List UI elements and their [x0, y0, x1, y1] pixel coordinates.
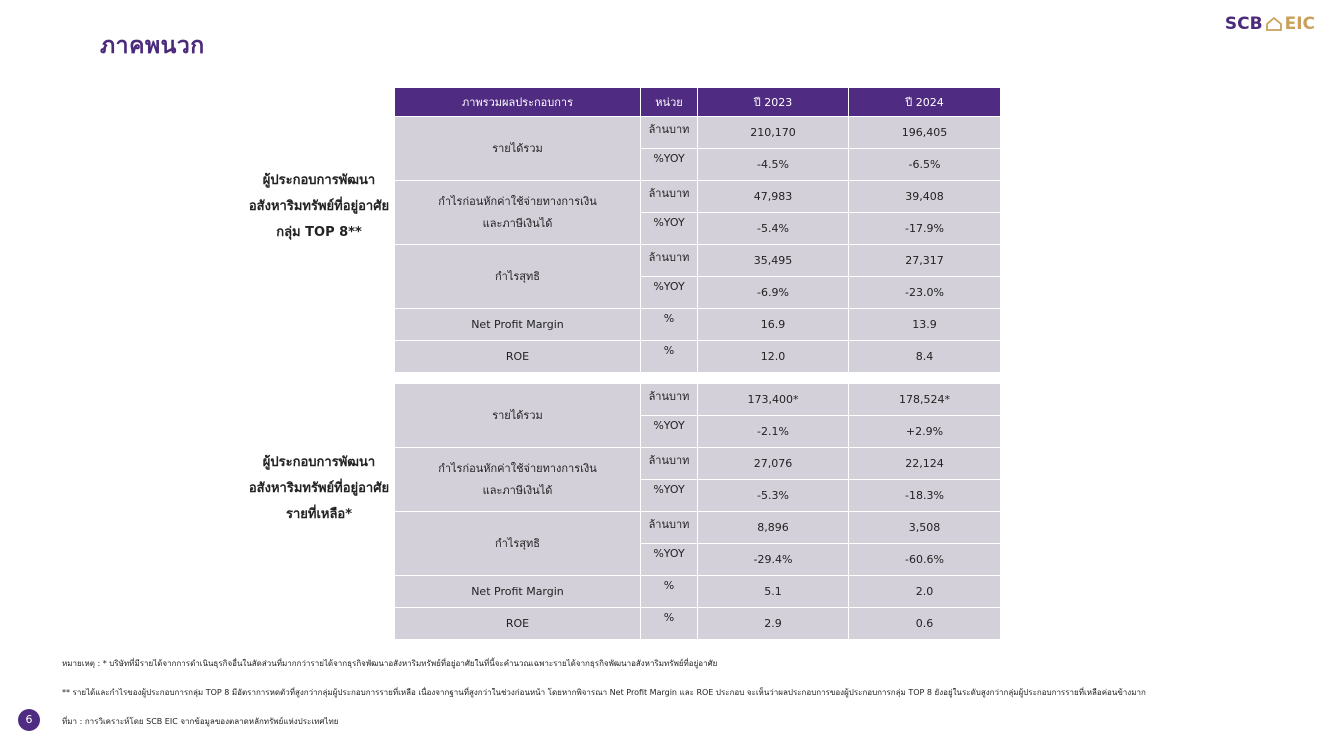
value-cell: -60.6%: [849, 544, 1001, 576]
value-cell: 3,508: [849, 512, 1001, 544]
table-row: [395, 576, 1001, 608]
value-cell: 27,076: [698, 448, 849, 480]
metric-ebit-line1: กำไรก่อนหักค่าใช้จ่ายทางการเงิน: [438, 194, 597, 208]
metric-ebit: [395, 448, 641, 512]
house-icon: [1265, 16, 1283, 32]
value-cell: 35,495: [698, 245, 849, 277]
table-header-row: [395, 88, 1001, 117]
metric-ebit: [395, 181, 641, 245]
table-row: [395, 309, 1001, 341]
group-label-line: ผู้ประกอบการพัฒนา: [262, 455, 376, 470]
unit-cell: %YOY: [641, 213, 698, 245]
group-label-line: ผู้ประกอบการพัฒนา: [262, 173, 376, 188]
header-2023: ปี 2023: [698, 88, 849, 117]
footnote-2: ** รายได้และกำไรของผู้ประกอบการกลุ่ม TOP 8 มีอัตราการหดตัวที่สูงกว่ากลุ่มผู้ประกอบการรายที่เหลือ เนื่องจากฐานที่สูงกว่าในช่วงก่อนหน้า โดยหากพิจารณา Net Profit Margin และ ROE ประกอบ จะเห็นว่าผลประกอบการของผู้ประกอบการกลุ่ม TOP 8 ยังอยู่ในระดับสูงกว่ากลุ่มผู้ประกอบการรายที่เหลือค่อนข้างมาก: [62, 688, 1146, 697]
group-label-line: อสังหาริมทรัพย์ที่อยู่อาศัย: [248, 199, 390, 214]
table-row: [395, 512, 1001, 544]
metric-net-profit: กำไรสุทธิ: [395, 512, 641, 576]
others-performance-table: [394, 383, 1001, 640]
header-unit: หน่วย: [641, 88, 698, 117]
value-cell: -6.9%: [698, 277, 849, 309]
value-cell: 173,400*: [698, 384, 849, 416]
value-cell: -29.4%: [698, 544, 849, 576]
value-cell: 16.9: [698, 309, 849, 341]
value-cell: 8.4: [849, 341, 1001, 373]
footnote-1: หมายเหตุ : * บริษัทที่มีรายได้จากการดำเนินธุรกิจอื่นในสัดส่วนที่มากกว่ารายได้จากธุรกิจพัฒนาอสังหาริมทรัพย์ที่อยู่อาศัยในที่นี้จะคำนวณเฉพาะรายได้จากธุรกิจพัฒนาอสังหาริมทรัพย์ที่อยู่อาศัย: [62, 659, 718, 668]
header-2024: ปี 2024: [849, 88, 1001, 117]
unit-cell: ล้านบาท: [641, 245, 698, 277]
unit-cell: %: [641, 309, 698, 341]
value-cell: 5.1: [698, 576, 849, 608]
value-cell: 2.0: [849, 576, 1001, 608]
scb-eic-logo: [1225, 14, 1315, 34]
unit-cell: %YOY: [641, 544, 698, 576]
table-row: [395, 245, 1001, 277]
table-row: [395, 384, 1001, 416]
value-cell: 27,317: [849, 245, 1001, 277]
unit-cell: ล้านบาท: [641, 384, 698, 416]
metric-npm: Net Profit Margin: [395, 309, 641, 341]
logo-eic-text: EIC: [1284, 14, 1315, 34]
table-row: [395, 448, 1001, 480]
group-label-line: อสังหาริมทรัพย์ที่อยู่อาศัย: [248, 481, 390, 496]
unit-cell: %YOY: [641, 277, 698, 309]
unit-cell: ล้านบาท: [641, 117, 698, 149]
unit-cell: %YOY: [641, 149, 698, 181]
table-row: [395, 181, 1001, 213]
value-cell: 39,408: [849, 181, 1001, 213]
value-cell: -2.1%: [698, 416, 849, 448]
metric-revenue: รายได้รวม: [395, 384, 641, 448]
group-label-top8: [234, 168, 404, 246]
value-cell: -23.0%: [849, 277, 1001, 309]
unit-cell: ล้านบาท: [641, 448, 698, 480]
unit-cell: %: [641, 341, 698, 373]
unit-cell: %: [641, 608, 698, 640]
value-cell: -5.4%: [698, 213, 849, 245]
metric-roe: ROE: [395, 341, 641, 373]
value-cell: 196,405: [849, 117, 1001, 149]
header-metric: ภาพรวมผลประกอบการ: [395, 88, 641, 117]
table-row: [395, 117, 1001, 149]
value-cell: 0.6: [849, 608, 1001, 640]
unit-cell: %YOY: [641, 480, 698, 512]
table-row: [395, 608, 1001, 640]
value-cell: -17.9%: [849, 213, 1001, 245]
metric-net-profit: กำไรสุทธิ: [395, 245, 641, 309]
metric-ebit-line2: และภาษีเงินได้: [482, 216, 553, 230]
value-cell: 178,524*: [849, 384, 1001, 416]
value-cell: 12.0: [698, 341, 849, 373]
metric-roe: ROE: [395, 608, 641, 640]
metric-revenue: รายได้รวม: [395, 117, 641, 181]
value-cell: -6.5%: [849, 149, 1001, 181]
logo-scb-text: SCB: [1224, 14, 1263, 34]
metric-ebit-line2: และภาษีเงินได้: [482, 483, 553, 497]
unit-cell: %: [641, 576, 698, 608]
value-cell: 210,170: [698, 117, 849, 149]
value-cell: 13.9: [849, 309, 1001, 341]
value-cell: +2.9%: [849, 416, 1001, 448]
source-note: ที่มา : การวิเคราะห์โดย SCB EIC จากข้อมูลของตลาดหลักทรัพย์แห่งประเทศไทย: [62, 717, 339, 726]
metric-ebit-line1: กำไรก่อนหักค่าใช้จ่ายทางการเงิน: [438, 461, 597, 475]
value-cell: 22,124: [849, 448, 1001, 480]
page-number: 6: [18, 709, 40, 731]
unit-cell: ล้านบาท: [641, 512, 698, 544]
top8-performance-table: [394, 87, 1001, 373]
unit-cell: ล้านบาท: [641, 181, 698, 213]
page-title: ภาคพนวก: [100, 33, 205, 59]
group-label-line: รายที่เหลือ*: [285, 507, 353, 522]
group-label-line: กลุ่ม TOP 8**: [276, 225, 362, 240]
unit-cell: %YOY: [641, 416, 698, 448]
value-cell: 47,983: [698, 181, 849, 213]
value-cell: -18.3%: [849, 480, 1001, 512]
group-label-others: [234, 450, 404, 528]
table-row: [395, 341, 1001, 373]
value-cell: -5.3%: [698, 480, 849, 512]
value-cell: 2.9: [698, 608, 849, 640]
value-cell: -4.5%: [698, 149, 849, 181]
value-cell: 8,896: [698, 512, 849, 544]
metric-npm: Net Profit Margin: [395, 576, 641, 608]
